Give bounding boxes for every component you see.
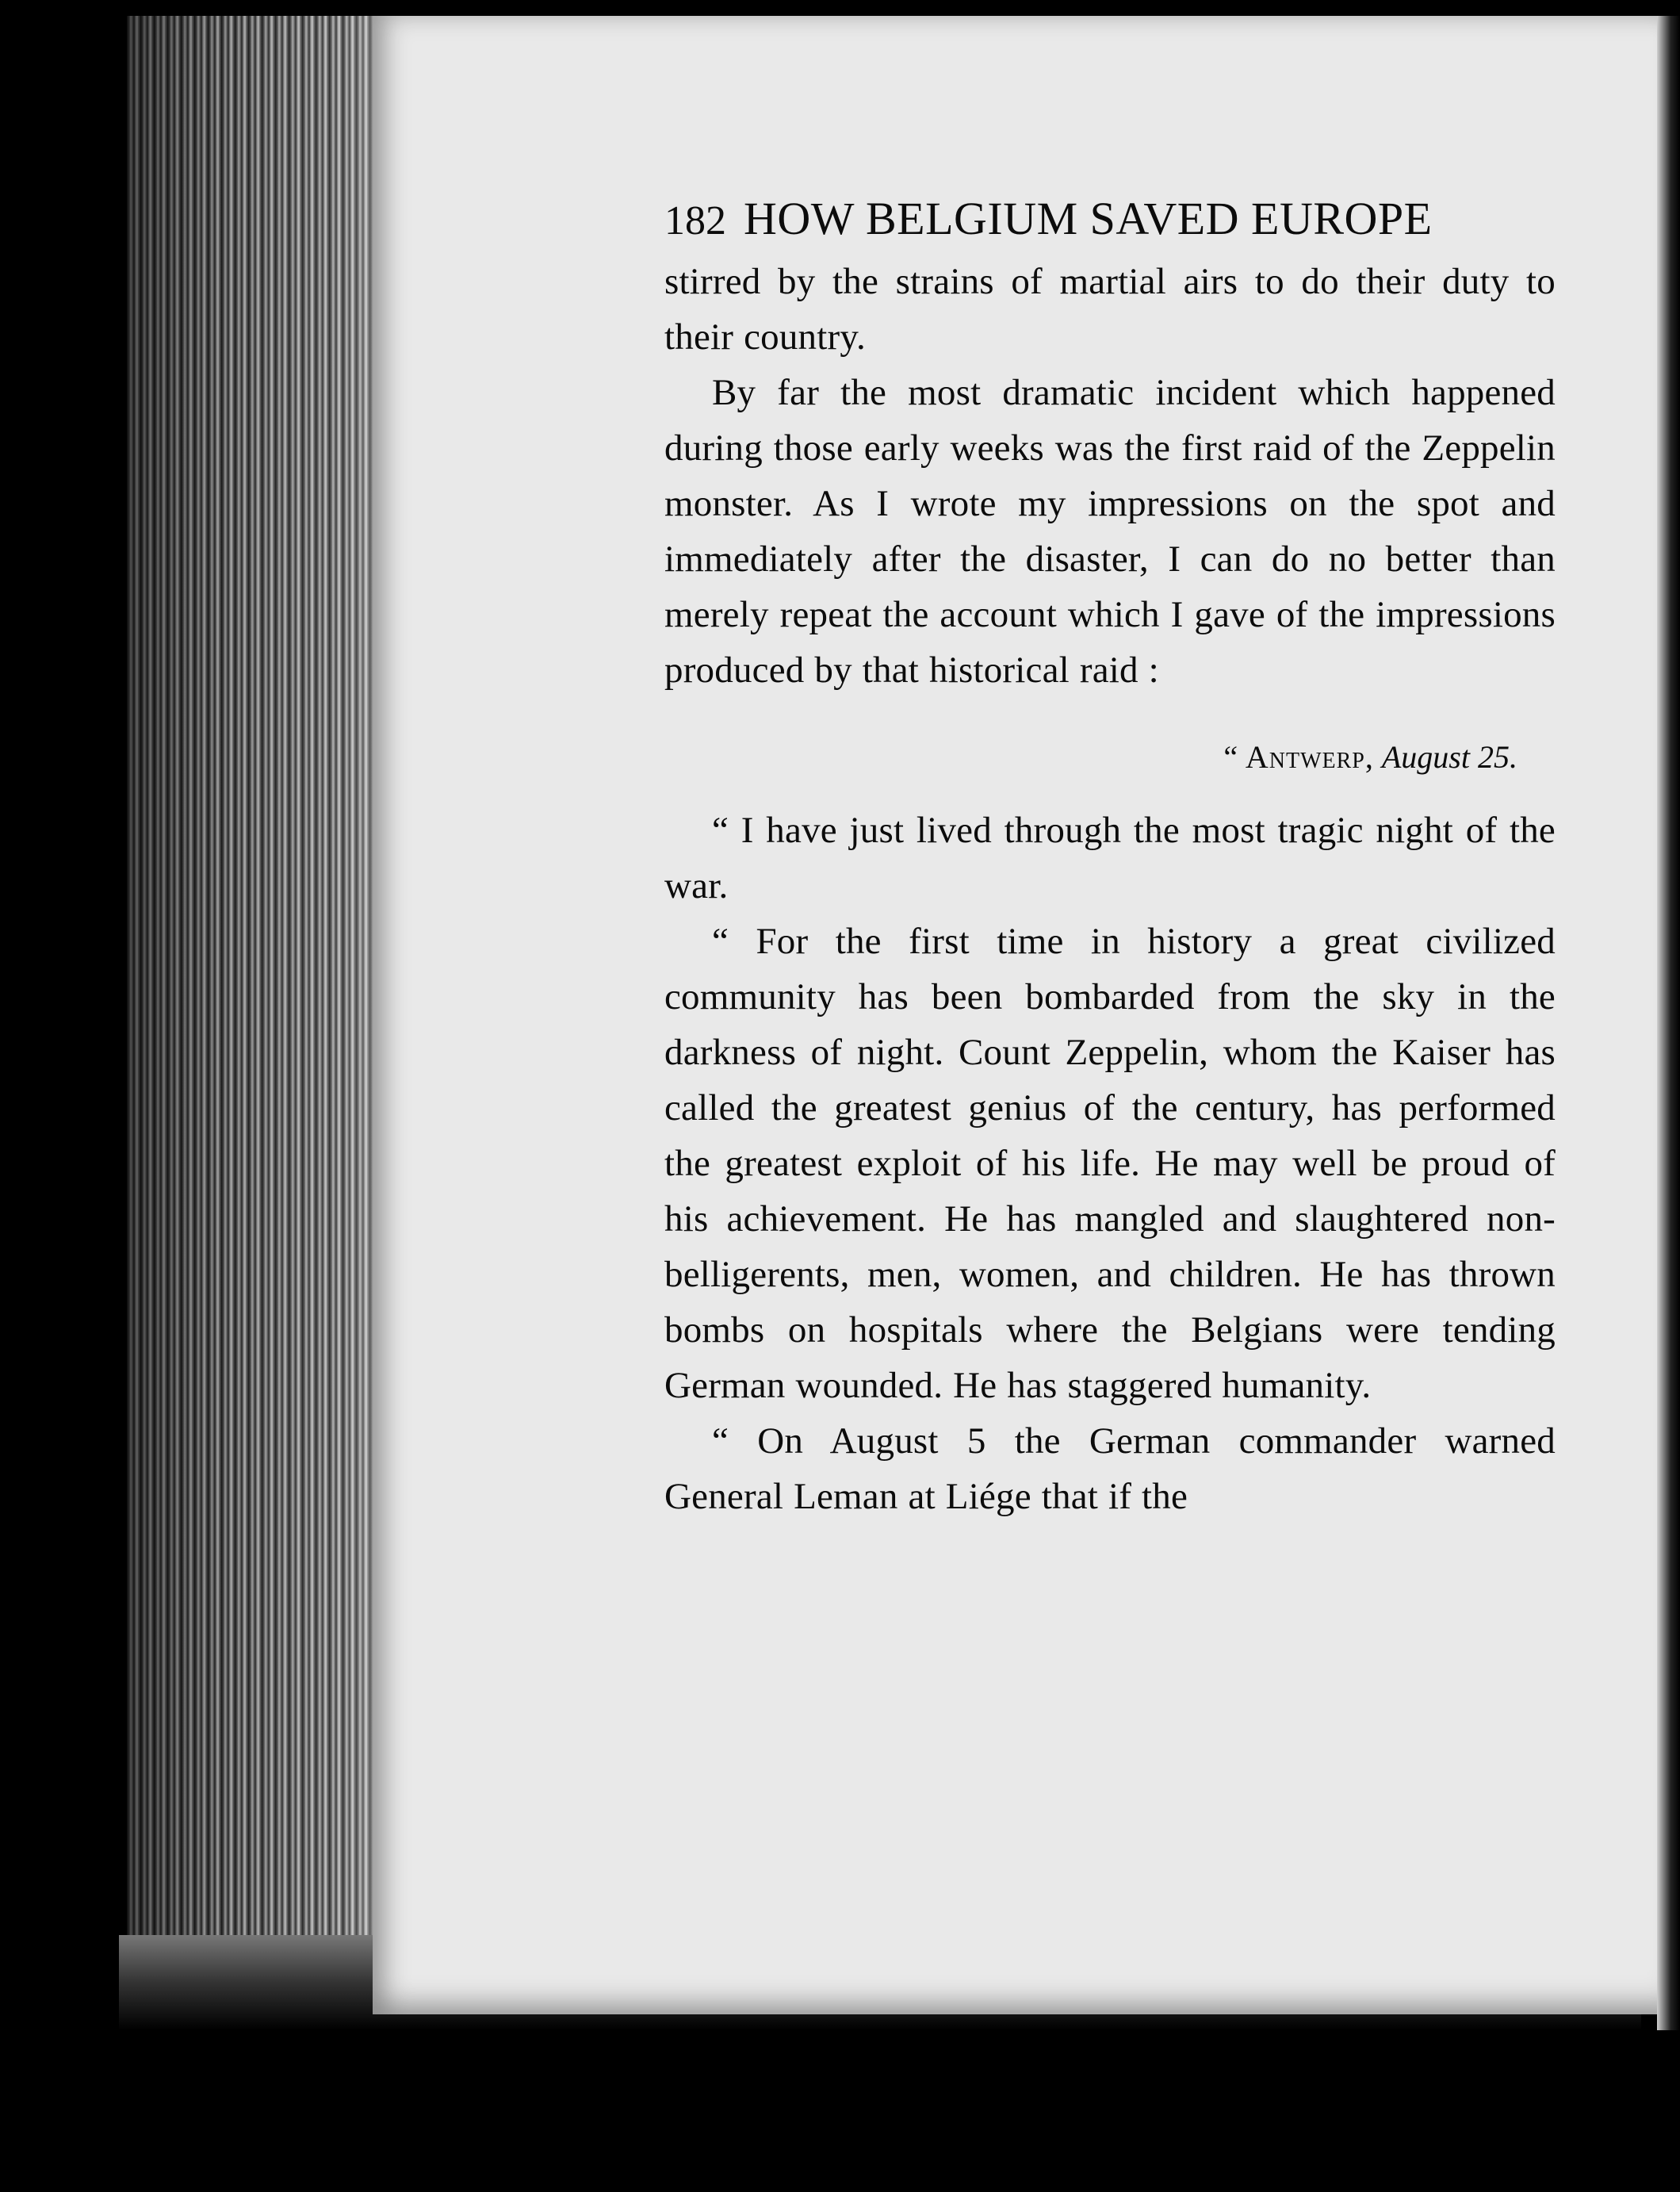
- book-page-edges: [127, 16, 381, 2014]
- text-block: [664, 187, 1556, 1524]
- dateline: [664, 730, 1556, 785]
- running-head: [664, 187, 1556, 254]
- paragraph: stirred by the strains of martial airs to do their duty to their country.: [664, 261, 1556, 358]
- quoted-paragraph: “ On August 5 the German commander warned General Leman at Liége that if the: [664, 1420, 1556, 1517]
- book-right-edge: [1657, 16, 1680, 2030]
- running-title: HOW BELGIUM SAVED EUROPE: [744, 193, 1433, 244]
- paragraph: By far the most dramatic incident which happened during those early weeks was the first raid of the Zeppelin monster. As I wrote my impressions on the spot and immediately after the disaster, I can do no better than merely repeat the account which I gave of the impressions produced by that historical raid :: [664, 372, 1556, 691]
- quoted-paragraph: “ For the first time in history a great civilized community has been bombarded from the sky in the darkness of night. Count Zeppelin, whom the Kaiser has called the greatest genius of the century, has performed the greatest exploit of his life. He may well be proud of his achievement. He has mangled and slaughtered non-belligerents, men, women, and children. He has thrown bombs on hospitals where the Belgians were tending German wounded. He has staggered humanity.: [664, 921, 1556, 1406]
- dateline-place: “ Antwerp,: [1223, 739, 1374, 775]
- quoted-paragraph: “ I have just lived through the most tragic night of the war.: [664, 810, 1556, 906]
- dateline-date: August 25.: [1381, 739, 1517, 775]
- page-number: 182: [664, 198, 726, 243]
